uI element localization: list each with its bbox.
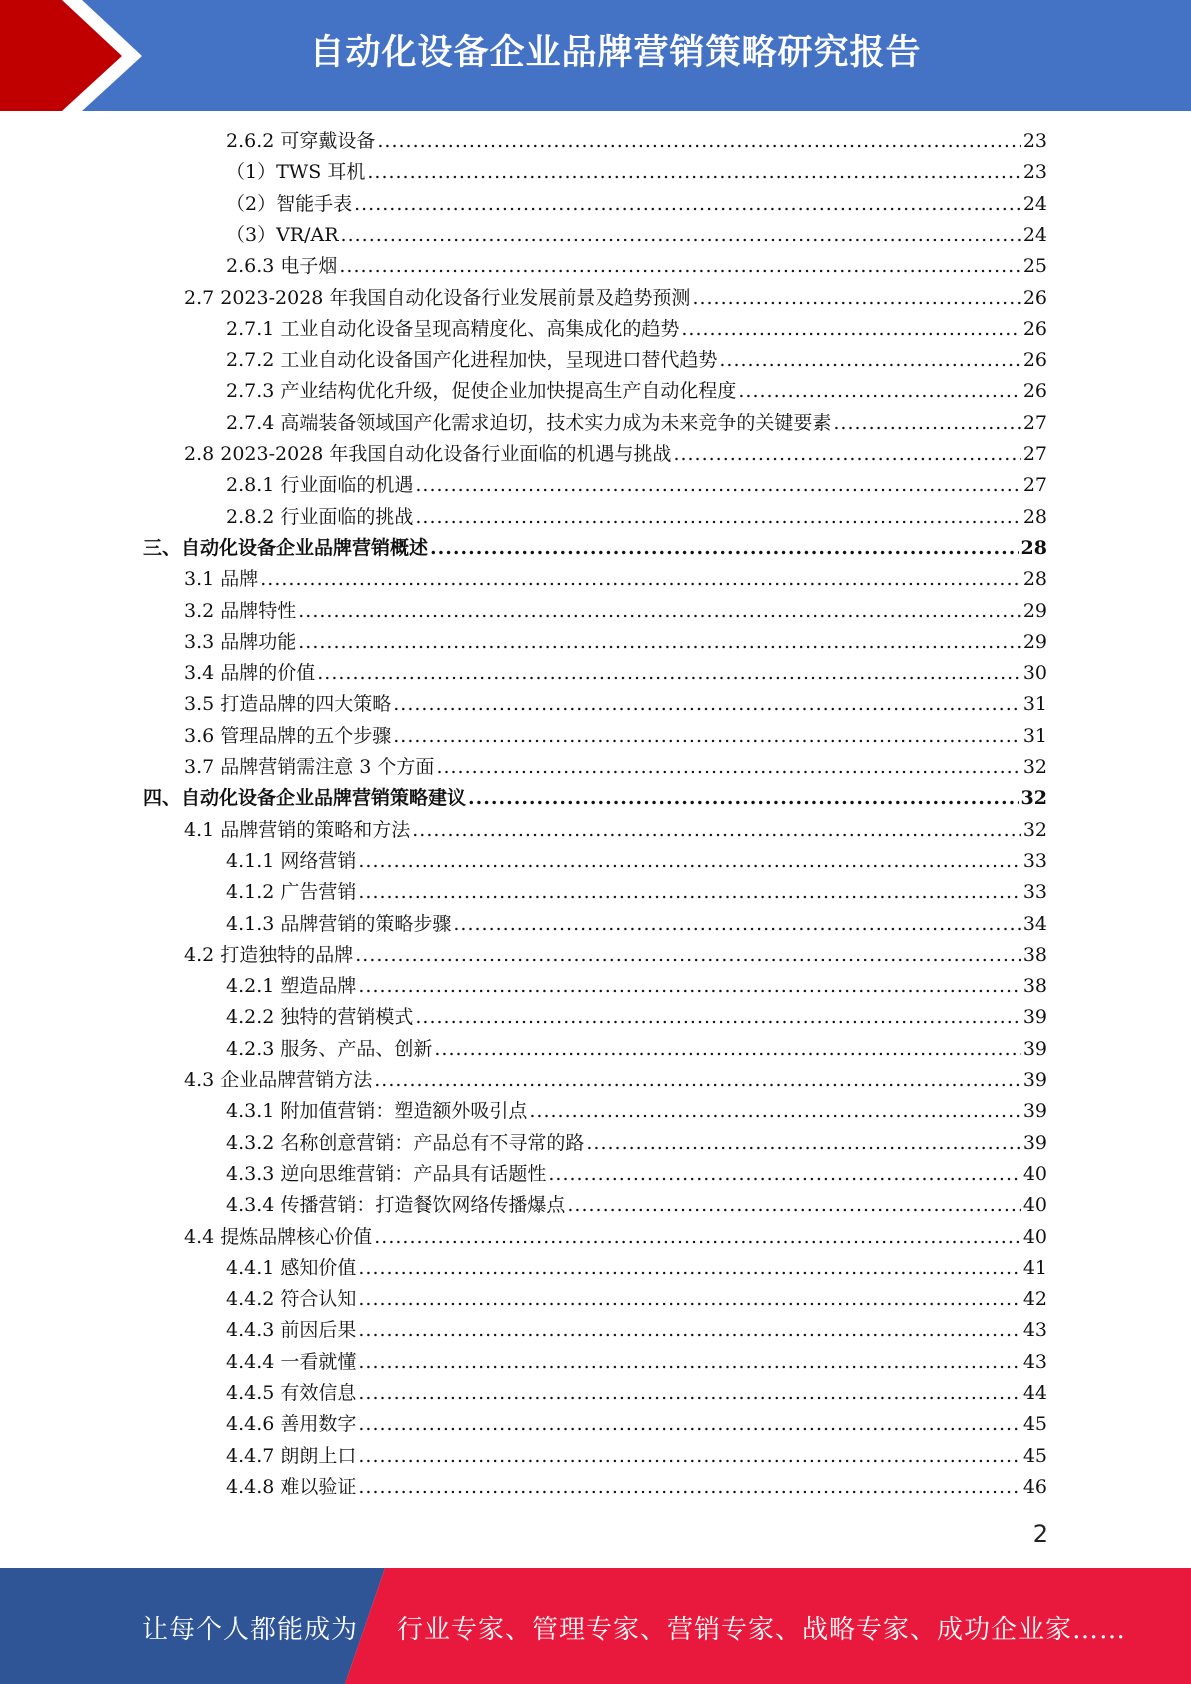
toc-entry[interactable] [184, 816, 1047, 844]
toc-entry-title: （3）VR/AR [226, 223, 339, 246]
toc-entry-title: 4.4.1 感知价值 [226, 1256, 357, 1279]
toc-entry-title: 2.8.2 行业面临的挑战 [226, 505, 414, 528]
toc-entry[interactable] [226, 878, 1047, 906]
toc-entry[interactable] [226, 1035, 1047, 1063]
toc-entry-title: 4.3 企业品牌营销方法 [184, 1069, 373, 1091]
toc-entry-page: 39 [1022, 1037, 1047, 1060]
toc-leader-dots [415, 471, 1020, 499]
toc-entry-page: 42 [1022, 1288, 1047, 1311]
toc-entry[interactable] [226, 503, 1047, 531]
page-header [0, 0, 1191, 111]
toc-leader-dots [358, 1442, 1020, 1470]
toc-entry-page: 39 [1022, 1100, 1047, 1123]
toc-entry[interactable] [226, 315, 1047, 343]
toc-entry[interactable] [226, 127, 1047, 155]
toc-entry[interactable] [143, 534, 1047, 562]
toc-entry-title: 4.4.7 朗朗上口 [226, 1444, 357, 1467]
toc-entry-page: 25 [1022, 255, 1047, 278]
toc-entry[interactable] [226, 1254, 1047, 1282]
toc-leader-dots [374, 1066, 1021, 1094]
toc-entry-title: 4.3.3 逆向思维营销：产品具有话题性 [226, 1162, 547, 1185]
toc-entry-page: 31 [1022, 724, 1047, 747]
toc-entry[interactable] [226, 1160, 1047, 1188]
toc-entry-title: 4.4.8 难以验证 [226, 1475, 357, 1498]
toc-entry[interactable] [184, 941, 1047, 969]
toc-entry-title: 3.2 品牌特性 [184, 599, 297, 622]
toc-entry-page: 40 [1022, 1194, 1047, 1217]
toc-entry[interactable] [226, 1473, 1047, 1501]
toc-entry[interactable] [226, 190, 1047, 218]
toc-leader-dots [358, 878, 1020, 906]
toc-leader-dots [341, 221, 1021, 249]
toc-entry-page: 38 [1022, 975, 1047, 998]
toc-entry-title: （2）智能手表 [226, 192, 353, 215]
toc-entry[interactable] [226, 1379, 1047, 1407]
toc-leader-dots [358, 1285, 1020, 1313]
toc-entry-title: 4.1.3 品牌营销的策略步骤 [226, 912, 452, 935]
toc-leader-dots [358, 1473, 1020, 1501]
toc-entry[interactable] [184, 597, 1047, 625]
toc-leader-dots [430, 534, 1019, 562]
toc-leader-dots [358, 972, 1020, 1000]
toc-entry-title: 2.7.2 工业自动化设备国产化进程加快，呈现进口替代趋势 [226, 349, 718, 372]
toc-leader-dots [355, 941, 1021, 969]
toc-entry-title: 4.3.1 附加值营销：塑造额外吸引点 [226, 1100, 528, 1123]
toc-entry-page: 28 [1020, 536, 1047, 559]
toc-leader-dots [567, 1191, 1020, 1219]
toc-entry[interactable] [226, 1316, 1047, 1344]
toc-entry-page: 32 [1020, 787, 1047, 810]
toc-entry[interactable] [226, 972, 1047, 1000]
toc-entry[interactable] [184, 1066, 1047, 1094]
toc-entry-title: 4.4.3 前因后果 [226, 1319, 357, 1342]
toc-entry-title: 4.4 提炼品牌核心价值 [184, 1225, 373, 1248]
toc-leader-dots [738, 377, 1020, 405]
toc-leader-dots [358, 847, 1020, 875]
toc-leader-dots [434, 1035, 1020, 1063]
toc-entry-title: 3.6 管理品牌的五个步骤 [184, 724, 392, 747]
toc-entry[interactable] [226, 1348, 1047, 1376]
toc-entry-title: 4.3.4 传播营销：打造餐饮网络传播爆点 [226, 1194, 566, 1217]
toc-entry[interactable] [226, 1003, 1047, 1031]
toc-entry-title: 4.4.5 有效信息 [226, 1382, 357, 1404]
toc-entry[interactable] [226, 1129, 1047, 1157]
toc-entry[interactable] [226, 1285, 1047, 1313]
toc-leader-dots [681, 315, 1020, 343]
toc-entry-page: 40 [1022, 1162, 1047, 1185]
toc-leader-dots [692, 284, 1020, 312]
toc-entry-page: 43 [1022, 1319, 1047, 1342]
toc-entry-title: 4.3.2 名称创意营销：产品总有不寻常的路 [226, 1131, 585, 1154]
toc-entry-title: 2.7.3 产业结构优化升级，促使企业加快提高生产自动化程度 [226, 380, 737, 403]
toc-leader-dots [260, 565, 1021, 593]
toc-entry-title: 4.2.3 服务、产品、创新 [226, 1037, 433, 1060]
toc-entry[interactable] [226, 409, 1047, 437]
toc-entry-title: 4.4.4 一看就懂 [226, 1350, 357, 1373]
toc-entry-page: 27 [1022, 474, 1047, 497]
toc-leader-dots [377, 127, 1020, 155]
toc-entry-page: 40 [1022, 1225, 1047, 1248]
toc-leader-dots [298, 628, 1021, 656]
toc-entry-page: 26 [1022, 286, 1047, 309]
toc-entry-page: 39 [1022, 1131, 1047, 1154]
footer-slogan-left: 让每个人都能成为 [142, 1615, 359, 1645]
page-number: 2 [1032, 1520, 1048, 1548]
toc-leader-dots [339, 252, 1020, 280]
toc-entry[interactable] [226, 471, 1047, 499]
toc-entry-title: 4.1 品牌营销的策略和方法 [184, 818, 411, 841]
toc-entry-title: 4.2 打造独特的品牌 [184, 943, 354, 966]
toc-entry-page: 28 [1022, 568, 1047, 591]
toc-entry[interactable] [226, 1097, 1047, 1125]
toc-entry-page: 32 [1022, 818, 1047, 841]
toc-entry-title: 四、自动化设备企业品牌营销策略建议 [143, 787, 467, 810]
toc-entry-title: 3.5 打造品牌的四大策略 [184, 693, 392, 716]
toc-entry-page: 23 [1022, 130, 1047, 152]
toc-entry[interactable] [226, 847, 1047, 875]
toc-entry-page: 34 [1022, 912, 1047, 935]
toc-leader-dots [358, 1316, 1020, 1344]
toc-leader-dots [719, 346, 1020, 374]
toc-entry[interactable] [184, 565, 1047, 593]
toc-entry[interactable] [184, 284, 1047, 312]
toc-entry-page: 27 [1022, 411, 1047, 434]
toc-entry-title: 三、自动化设备企业品牌营销概述 [143, 536, 429, 559]
toc-entry[interactable] [184, 628, 1047, 656]
toc-entry-page: 43 [1022, 1350, 1047, 1373]
toc-entry[interactable] [226, 1410, 1047, 1438]
toc-leader-dots [586, 1129, 1020, 1157]
toc-leader-dots [833, 409, 1020, 437]
footer-slogan-right: 行业专家、管理专家、营销专家、战略专家、成功企业家…… [397, 1615, 1127, 1645]
toc-leader-dots [673, 440, 1020, 468]
toc-entry-page: 28 [1022, 505, 1047, 528]
toc-entry[interactable] [226, 221, 1047, 249]
toc-entry[interactable] [184, 722, 1047, 750]
toc-entry[interactable] [226, 252, 1047, 280]
toc-leader-dots [358, 1379, 1020, 1407]
toc-leader-dots [393, 722, 1021, 750]
toc-entry-page: 45 [1022, 1444, 1047, 1467]
toc-entry-page: 26 [1022, 317, 1047, 340]
toc-entry[interactable] [184, 659, 1047, 687]
toc-entry-page: 24 [1022, 192, 1047, 215]
toc-entry-page: 33 [1022, 849, 1047, 872]
toc-entry-page: 26 [1022, 380, 1047, 403]
toc-leader-dots [354, 190, 1021, 218]
toc-leader-dots [393, 690, 1021, 718]
toc-entry[interactable] [184, 690, 1047, 718]
toc-entry-title: 3.7 品牌营销需注意 3 个方面 [184, 756, 435, 778]
toc-leader-dots [298, 597, 1021, 625]
toc-entry[interactable] [184, 753, 1047, 781]
toc-leader-dots [317, 659, 1021, 687]
toc-leader-dots [436, 753, 1020, 781]
toc-entry-title: 2.8 2023-2028 年我国自动化设备行业面临的机遇与挑战 [184, 443, 672, 465]
toc-entry-title: 4.2.2 独特的营销模式 [226, 1006, 414, 1029]
toc-entry-title: 4.2.1 塑造品牌 [226, 975, 357, 998]
toc-entry-title: 2.7.4 高端装备领域国产化需求迫切，技术实力成为未来竞争的关键要素 [226, 411, 832, 434]
toc-entry[interactable] [226, 377, 1047, 405]
toc-entry[interactable] [184, 1223, 1047, 1251]
toc-entry-page: 32 [1022, 756, 1047, 778]
toc-entry-page: 29 [1022, 599, 1047, 622]
toc-entry[interactable] [226, 1191, 1047, 1219]
toc-entry-page: 45 [1022, 1413, 1047, 1436]
toc-entry-page: 23 [1022, 161, 1047, 184]
toc-entry-title: 4.1.1 网络营销 [226, 849, 357, 872]
toc-entry-page: 39 [1022, 1069, 1047, 1091]
toc-entry-page: 24 [1022, 223, 1047, 246]
toc-leader-dots [415, 1003, 1020, 1031]
toc-leader-dots [548, 1160, 1020, 1188]
toc-entry[interactable] [143, 784, 1047, 812]
toc-entry-title: 3.1 品牌 [184, 568, 259, 591]
toc-entry-page: 30 [1022, 662, 1047, 685]
toc-entry[interactable] [226, 346, 1047, 374]
toc-leader-dots [529, 1097, 1020, 1125]
toc-entry-page: 27 [1022, 443, 1047, 465]
toc-entry[interactable] [226, 910, 1047, 938]
toc-leader-dots [468, 784, 1019, 812]
toc-entry-title: 4.4.6 善用数字 [226, 1413, 357, 1436]
toc-entry-title: 2.8.1 行业面临的机遇 [226, 474, 414, 497]
toc-leader-dots [367, 158, 1020, 186]
toc-entry-title: 2.6.3 电子烟 [226, 255, 338, 278]
toc-entry-page: 26 [1022, 349, 1047, 372]
toc-leader-dots [374, 1223, 1021, 1251]
toc-entry-title: 3.3 品牌功能 [184, 630, 297, 653]
toc-entry[interactable] [226, 1442, 1047, 1470]
toc-entry-title: 2.7.1 工业自动化设备呈现高精度化、高集成化的趋势 [226, 317, 680, 340]
toc-entry-page: 29 [1022, 630, 1047, 653]
toc-leader-dots [415, 503, 1020, 531]
toc-entry-title: 3.4 品牌的价值 [184, 662, 316, 685]
toc-entry-page: 39 [1022, 1006, 1047, 1029]
toc-entry-page: 31 [1022, 693, 1047, 716]
toc-entry-title: 2.6.2 可穿戴设备 [226, 130, 376, 152]
toc-entry-page: 41 [1022, 1256, 1047, 1279]
toc-entry[interactable] [184, 440, 1047, 468]
page-footer [0, 1568, 1191, 1684]
toc-entry-page: 33 [1022, 881, 1047, 904]
toc-entry[interactable] [226, 158, 1047, 186]
toc-leader-dots [453, 910, 1020, 938]
toc-entry-page: 38 [1022, 943, 1047, 966]
toc-leader-dots [358, 1254, 1020, 1282]
toc-entry-page: 46 [1022, 1475, 1047, 1498]
toc-leader-dots [412, 816, 1021, 844]
toc-leader-dots [358, 1348, 1020, 1376]
toc-entry-title: （1）TWS 耳机 [226, 161, 366, 184]
toc-entry-page: 44 [1022, 1382, 1047, 1404]
toc-leader-dots [358, 1410, 1020, 1438]
toc-entry-title: 4.4.2 符合认知 [226, 1288, 357, 1311]
toc-entry-title: 2.7 2023-2028 年我国自动化设备行业发展前景及趋势预测 [184, 286, 691, 309]
report-title: 自动化设备企业品牌营销策略研究报告 [309, 33, 922, 73]
toc-entry-title: 4.1.2 广告营销 [226, 881, 357, 904]
